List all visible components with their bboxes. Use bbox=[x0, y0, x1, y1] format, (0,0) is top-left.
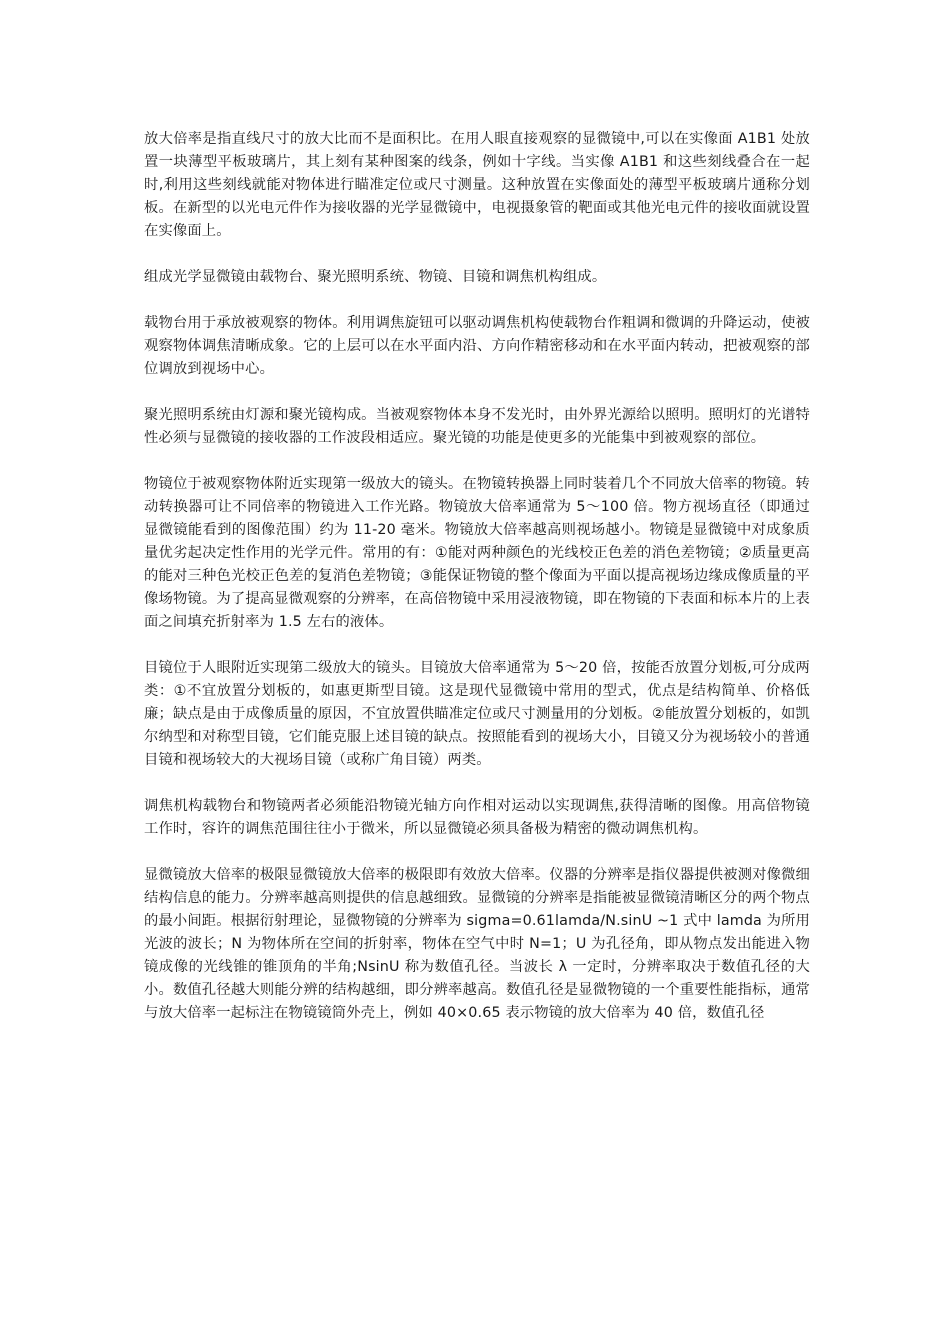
paragraph-illumination-system: 聚光照明系统由灯源和聚光镜构成。当被观察物体本身不发光时，由外界光源给以照明。照明灯的光谱特性必须与显微镜的接收器的工作波段相适应。聚光镜的功能是使更多的光能集中到被观察的部位。 bbox=[144, 407, 810, 446]
paragraph-objective-lens: 物镜位于被观察物体附近实现第一级放大的镜头。在物镜转换器上同时装着几个不同放大倍率的物镜。转动转换器可让不同倍率的物镜进入工作光路。物镜放大倍率通常为 5～100 倍。物方视场直径（即通过显微镜能看到的图像范围）约为 11-20 毫米。物镜放大倍率越高则视场越小。物镜是显微镜中对成象质量优劣起决定性作用的光学元件。常用的有：①能对两种颜色的光线校正色差的消色差物镜；②质量更高的能对三种色光校正色差的复消色差物镜；③能保证物镜的整个像面为平面以提高视场边缘成像质量的平像场物镜。为了提高显微观察的分辨率，在高倍物镜中采用浸液物镜，即在物镜的下表面和标本片的上表面之间填充折射率为 1.5 左右的液体。 bbox=[144, 476, 810, 630]
paragraph-stage: 载物台用于承放被观察的物体。利用调焦旋钮可以驱动调焦机构使载物台作粗调和微调的升降运动，使被观察物体调焦清晰成象。它的上层可以在水平面内沿、方向作精密移动和在水平面内转动，把被观察的部位调放到视场中心。 bbox=[144, 315, 810, 377]
paragraph-focusing-mechanism: 调焦机构载物台和物镜两者必须能沿物镜光轴方向作相对运动以实现调焦,获得清晰的图像。用高倍物镜工作时，容许的调焦范围往往小于微米，所以显微镜必须具备极为精密的微动调焦机构。 bbox=[144, 798, 810, 837]
paragraph-magnification-reticle: 放大倍率是指直线尺寸的放大比而不是面积比。在用人眼直接观察的显微镜中,可以在实像面 A1B1 处放置一块薄型平板玻璃片，其上刻有某种图案的线条，例如十字线。当实像 A1B1 和这些刻线叠合在一起时,利用这些刻线就能对物体进行瞄准定位或尺寸测量。这种放置在实像面处的薄型平板玻璃片通称分划板。在新型的以光电元件作为接收器的光学显微镜中，电视摄象管的靶面或其他光电元件的接收面就设置在实像面上。 bbox=[144, 131, 810, 239]
paragraph-eyepiece: 目镜位于人眼附近实现第二级放大的镜头。目镜放大倍率通常为 5～20 倍，按能否放置分划板,可分成两类：①不宜放置分划板的，如惠更斯型目镜。这是现代显微镜中常用的型式，优点是结构简单、价格低廉；缺点是由于成像质量的原因，不宜放置供瞄准定位或尺寸测量用的分划板。②能放置分划板的，如凯尔纳型和对称型目镜，它们能克服上述目镜的缺点。按照能看到的视场大小，目镜又分为视场较小的普通目镜和视场较大的大视场目镜（或称广角目镜）两类。 bbox=[144, 660, 810, 768]
document-body bbox=[144, 128, 810, 1025]
paragraph-resolution-limit: 显微镜放大倍率的极限显微镜放大倍率的极限即有效放大倍率。仪器的分辨率是指仪器提供被测对像微细结构信息的能力。分辨率越高则提供的信息越细致。显微镜的分辨率是指能被显微镜清晰区分的两个物点的最小间距。根据衍射理论，显微物镜的分辨率为 sigma=0.61lamda/N.sinU ~1 式中 lamda 为所用光波的波长；N 为物体所在空间的折射率，物体在空气中时 N=1；U 为孔径角，即从物点发出能进入物镜成像的光线锥的锥顶角的半角;NsinU 称为数值孔径。当波长 λ 一定时，分辨率取决于数值孔径的大小。数值孔径越大则能分辨的结构越细，即分辨率越高。数值孔径是显微物镜的一个重要性能指标，通常与放大倍率一起标注在物镜镜筒外壳上，例如 40×0.65 表示物镜的放大倍率为 40 倍，数值孔径 bbox=[144, 867, 810, 1021]
paragraph-microscope-components: 组成光学显微镜由载物台、聚光照明系统、物镜、目镜和调焦机构组成。 bbox=[144, 269, 607, 285]
